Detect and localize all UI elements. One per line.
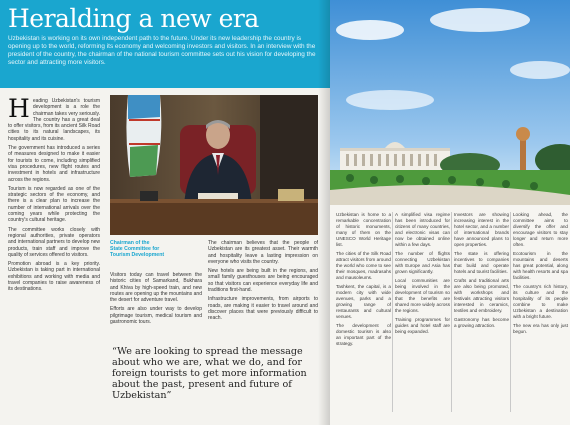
body-paragraph: Investors are showing increasing interest in the hotel sector, and a number of international brands have announced plans to open properties. bbox=[454, 212, 509, 247]
body-paragraph: Promotion abroad is a key priority. Uzbekistan is taking part in international exhibitions and working with media and travel companies to raise awareness of its destinations. bbox=[8, 261, 100, 293]
body-paragraph: Infrastructure improvements, from airports to roads, are making it easier to travel around and discover places that were previously difficult to reach. bbox=[208, 296, 318, 322]
body-paragraph: eading Uzbekistan's tourism development is a role the chairman takes very seriously. The country has a great deal to offer visitors, from its ancient Silk Road cities to its natural landscapes, its hospitality and its cuisine. bbox=[8, 98, 100, 142]
body-paragraph: Efforts are also under way to develop pilgrimage tourism, medical tourism and gastronomic tours. bbox=[110, 306, 202, 326]
column-rule bbox=[392, 212, 393, 412]
body-paragraph: Tourism is now regarded as one of the strategic sectors of the economy, and there is a clear plan to increase the number of international arrivals over the coming years while protecting the country's cultural heritage. bbox=[8, 185, 100, 224]
article-title: Heralding a new era bbox=[8, 4, 259, 33]
body-paragraph: The state is offering incentives to companies that build and operate hotels and tourist facilities. bbox=[454, 251, 509, 274]
body-column-2 bbox=[110, 272, 202, 338]
body-paragraph: New hotels are being built in the regions, and small family guesthouses are being encouraged so that visitors can experience everyday life and traditions first-hand. bbox=[208, 268, 318, 294]
body-paragraph: The government has introduced a series of measures designed to make it easier for tourists to come, including simplified visa procedures, new flight routes and investment in hotels and infrastructure across the regions. bbox=[8, 145, 100, 183]
body-paragraph: Visitors today can travel between the historic cities of Samarkand, Bukhara and Khiva by high-speed train, and new routes are opening up the mountains and the desert for adventure travel. bbox=[110, 272, 202, 304]
body-paragraph: Local communities are being involved in the development of tourism so that the benefits are shared more widely across the regions. bbox=[395, 278, 450, 313]
body-paragraph: The country's rich history, its culture and the hospitality of its people combine to make Uzbekistan a destination with a bright future. bbox=[513, 284, 568, 319]
body-paragraph: Looking ahead, the committee aims to diversify the offer and encourage visitors to stay longer and return more often. bbox=[513, 212, 568, 247]
pull-quote: “We are looking to spread the message about who we are, what we do, and for foreign tourists to get more information about the past, present and future of Uzbekistan” bbox=[112, 346, 307, 401]
body-paragraph: A simplified visa regime has been introduced for citizens of many countries, and electronic visas can now be obtained online within a few days. bbox=[395, 212, 450, 247]
body-paragraph: Tashkent, the capital, is a modern city with wide avenues, parks and a growing range of restaurants and cultural venues. bbox=[336, 284, 391, 319]
right-page bbox=[330, 0, 570, 425]
article-standfirst: Uzbekistan is working on its own independent path to the future. Under its new leadership the country is opening up to the world, reforming its economy and welcoming investors and visitors. In an interview with the president of the country, the chairman of the national tourism committee sets out his vision for developing the sector and attracting more visitors. bbox=[8, 35, 316, 66]
caption-line: Tourism Development bbox=[110, 252, 165, 259]
drop-cap: H bbox=[8, 98, 30, 123]
body-paragraph: The number of flights connecting Uzbekistan with Europe and Asia has grown significantly. bbox=[395, 251, 450, 274]
body-paragraph: The chairman believes that the people of Uzbekistan are its greatest asset. Their warmth and hospitality leave a lasting impression on everyone who visits the country. bbox=[208, 240, 318, 265]
right-column-1 bbox=[336, 212, 391, 417]
column-rule bbox=[451, 212, 452, 412]
city-landscape-photo bbox=[330, 0, 570, 205]
portrait-illustration bbox=[110, 95, 318, 235]
photo-caption bbox=[110, 240, 174, 259]
body-paragraph: Training programmes for guides and hotel staff are being expanded. bbox=[395, 317, 450, 334]
body-paragraph: The committee works closely with regional authorities, private operators and international partners to develop new products, train staff and improve the quality of services offered to visitors. bbox=[8, 226, 100, 258]
body-paragraph: The cities of the Silk Road attract visitors from around the world who come to see their mosques, madrasahs and mausoleums. bbox=[336, 251, 391, 280]
body-paragraph: The new era has only just begun. bbox=[513, 323, 568, 334]
caption-line: State Committee for bbox=[110, 246, 160, 253]
portrait-photo bbox=[110, 95, 318, 235]
column-rule bbox=[510, 212, 511, 412]
body-paragraph: Uzbekistan is home to a remarkable concentration of historic monuments, many of them on the UNESCO World Heritage list. bbox=[336, 212, 391, 247]
right-column-4 bbox=[513, 212, 568, 417]
body-paragraph: Gastronomy has become a growing attraction. bbox=[454, 317, 509, 328]
body-paragraph: Crafts and traditional arts are also being promoted, with workshops and festivals attracting visitors interested in ceramics, textiles and embroidery. bbox=[454, 278, 509, 313]
body-paragraph: Ecotourism in the mountains and deserts has great potential, along with health resorts and spa facilities. bbox=[513, 251, 568, 280]
title-banner bbox=[0, 0, 330, 88]
body-column-3 bbox=[208, 240, 318, 340]
right-column-2 bbox=[395, 212, 450, 417]
right-column-3 bbox=[454, 212, 509, 417]
body-paragraph: The development of domestic tourism is also an important part of the strategy. bbox=[336, 323, 391, 346]
body-column-1 bbox=[8, 98, 100, 420]
caption-line: Chairman of the bbox=[110, 240, 150, 246]
page-fold bbox=[318, 0, 330, 425]
